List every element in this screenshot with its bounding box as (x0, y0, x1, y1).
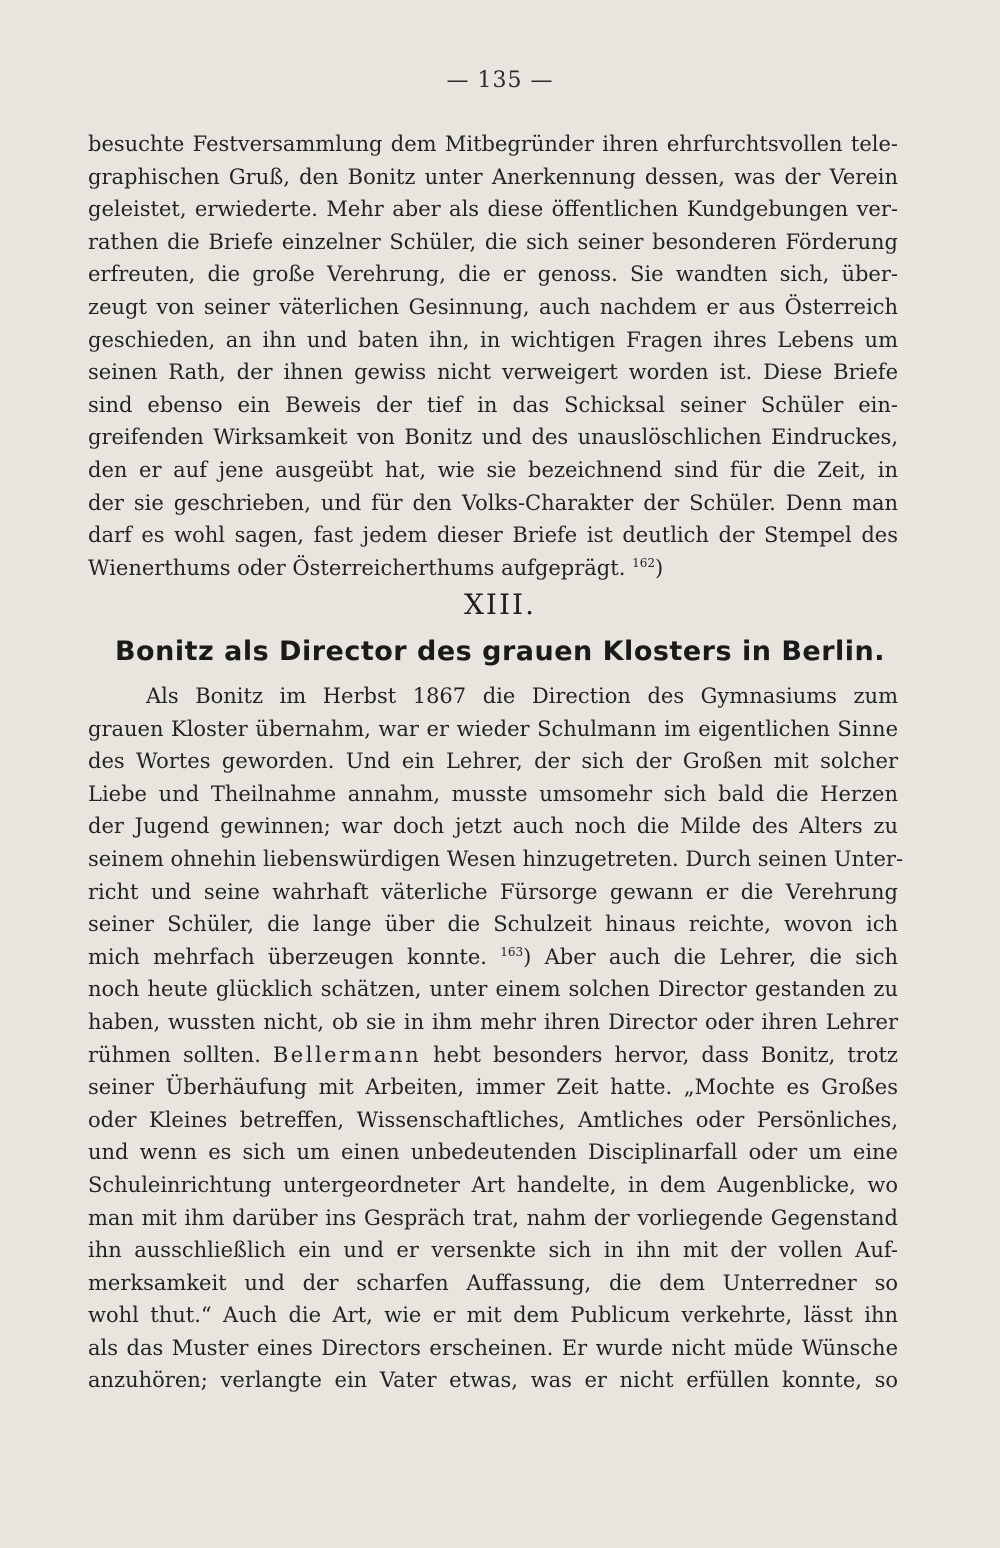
text-line: als das Muster eines Directors erscheinen. Er wurde nicht müde Wünsche (88, 1335, 898, 1360)
text-line: den er auf jene ausgeübt hat, wie sie bezeichnend sind für die Zeit, in (88, 457, 898, 482)
text-line: sind ebenso ein Beweis der tief in das Schicksal seiner Schüler ein- (88, 392, 898, 417)
footnote-ref[interactable]: 162 (632, 555, 655, 570)
text-line: grauen Kloster übernahm, war er wieder Schulmann im eigentlichen Sinne (88, 716, 898, 741)
text-line: der sie geschrieben, und für den Volks-Charakter der Schüler. Denn man (88, 490, 898, 515)
text-line: noch heute glücklich schätzen, unter einem solchen Director gestanden zu (88, 977, 898, 1002)
text-line: darf es wohl sagen, fast jedem dieser Briefe ist deutlich der Stempel des (88, 523, 898, 548)
text-line: des Wortes geworden. Und ein Lehrer, der sich der Großen mit solcher (88, 749, 898, 774)
text-line: seiner Schüler, die lange über die Schulzeit hinaus reichte, wovon ich (88, 912, 898, 937)
text-line: seiner Überhäufung mit Arbeiten, immer Zeit hatte. „Mochte es Großes (88, 1075, 898, 1100)
text-line: besuchte Festversammlung dem Mitbegründer ihren ehrfurchtsvollen tele- (88, 132, 898, 156)
text-line: Schuleinrichtung untergeordneter Art handelte, in dem Augenblicke, wo (88, 1172, 898, 1197)
page-number: — 135 — (446, 68, 554, 93)
text-line: erfreuten, die große Verehrung, die er genoss. Sie wandten sich, über- (88, 262, 898, 287)
text-line (88, 941, 898, 974)
text-line: seinem ohnehin liebenswürdigen Wesen hinzugetreten. Durch seinen Unter- (88, 846, 904, 871)
text-line: merksamkeit und der scharfen Auffassung, die dem Unterredner so (88, 1270, 898, 1295)
text-fragment: Wienerthums oder Österreicherthums aufgeprägt. (88, 555, 626, 580)
text-line: wohl thut.“ Auch die Art, wie er mit dem Publicum verkehrte, lässt ihn (88, 1303, 898, 1328)
text-fragment: ) Aber auch die Lehrer, die sich (523, 944, 899, 969)
paragraph-continuation (88, 128, 898, 584)
text-line: der Jugend gewinnen; war doch jetzt auch noch die Milde des Alters zu (88, 814, 898, 839)
text-line: Liebe und Theilnahme annahm, musste umsomehr sich bald die Herzen (88, 781, 898, 806)
text-line: haben, wussten nicht, ob sie in ihm mehr ihren Director oder ihren Lehrer (88, 1009, 898, 1034)
spaced-name: Bellermann (272, 1042, 422, 1067)
footnote-ref[interactable]: 163 (500, 944, 524, 959)
text-line: richt und seine wahrhaft väterliche Fürsorge gewann er die Verehrung (88, 879, 898, 904)
text-fragment: rühmen sollten. (88, 1042, 261, 1067)
text-fragment: hebt besonders hervor, dass Bonitz, trotz (433, 1042, 898, 1067)
chapter-number: XIII. (463, 588, 536, 621)
text-line-last: Wienerthums oder Österreicherthums aufgeprägt. $^{162}$) (88, 555, 664, 580)
text-line: graphischen Gruß, den Bonitz unter Anerkennung dessen, was der Verein (88, 164, 898, 189)
text-line: oder Kleines betreffen, Wissenschaftliches, Amtliches oder Persönliches, (88, 1107, 898, 1132)
text-line: anzuhören; verlangte ein Vater etwas, was er nicht erfüllen konnte, so (88, 1368, 898, 1393)
text-line: geschieden, an ihn und baten ihn, in wichtigen Fragen ihres Lebens um (88, 327, 898, 352)
text-line: seinen Rath, der ihnen gewiss nicht verweigert worden ist. Diese Briefe (88, 360, 898, 385)
text-line: greifenden Wirksamkeit von Bonitz und des unauslöschlichen Eindruckes, (88, 425, 898, 450)
text-line: Als Bonitz im Herbst 1867 die Direction des Gymnasiums zum (146, 684, 898, 708)
text-fragment: mich mehrfach überzeugen konnte. (88, 944, 487, 969)
text-line: ihn ausschließlich ein und er versenkte sich in ihn mit der vollen Auf- (88, 1238, 898, 1263)
text-line: geleistet, erwiederte. Mehr aber als diese öffentlichen Kundgebungen ver- (88, 197, 898, 222)
text-line: man mit ihm darüber ins Gespräch trat, nahm der vorliegende Gegenstand (88, 1205, 898, 1230)
text-line: und wenn es sich um einen unbedeutenden Disciplinarfall oder um eine (88, 1140, 898, 1165)
text-line: zeugt von seiner väterlichen Gesinnung, auch nachdem er aus Österreich (88, 294, 898, 319)
chapter-title: Bonitz als Director des grauen Klosters in Berlin. (114, 636, 886, 667)
chapter-paragraph (88, 680, 904, 1397)
text-line: rathen die Briefe einzelner Schüler, die sich seiner besonderen Förderung (88, 229, 898, 254)
text-line (88, 1039, 898, 1072)
